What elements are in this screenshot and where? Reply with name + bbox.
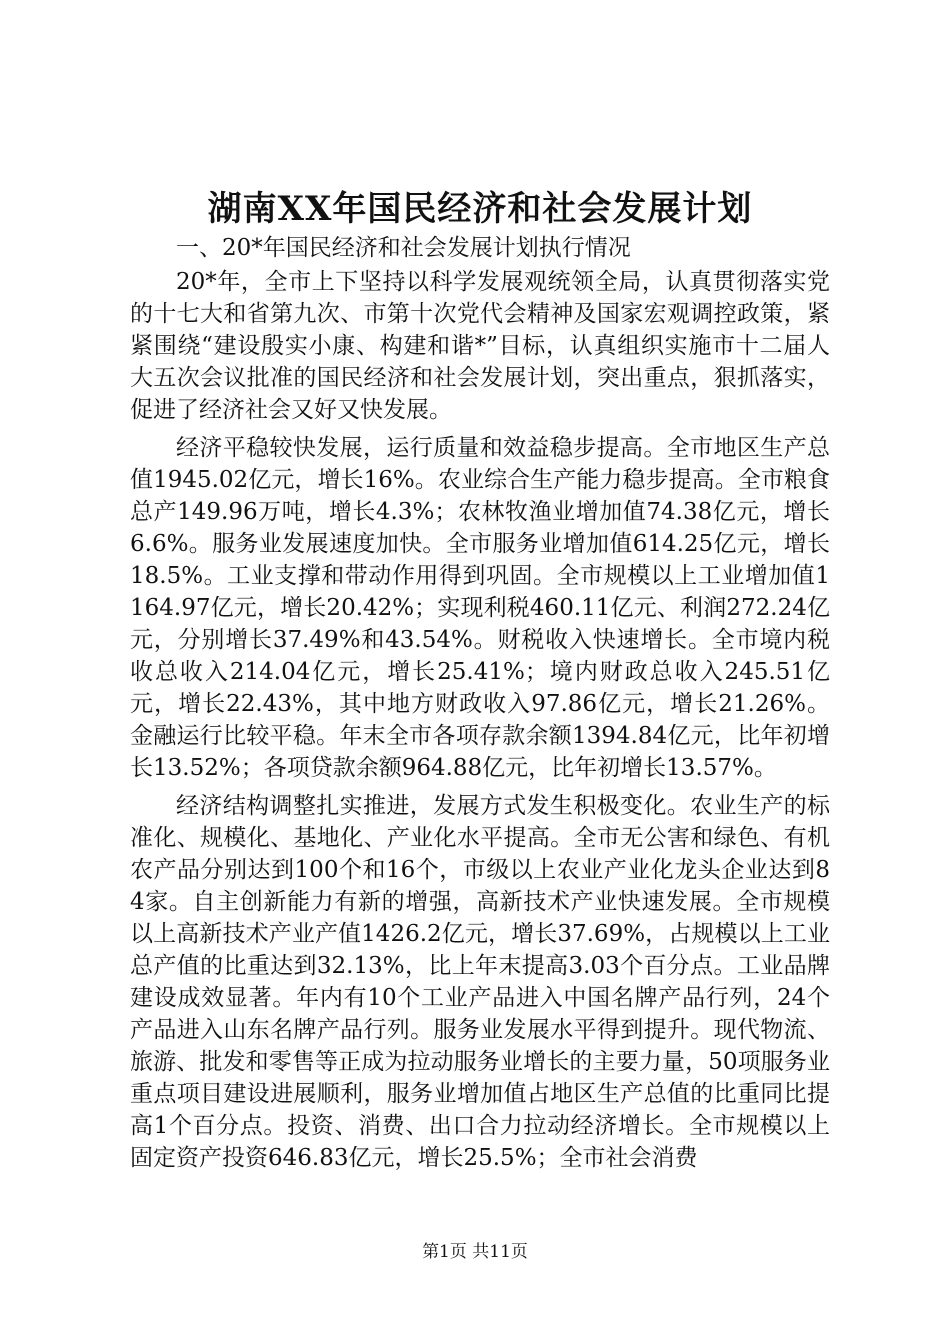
document-body <box>130 232 830 1174</box>
paragraph-intro: 20*年，全市上下坚持以科学发展观统领全局，认真贯彻落实党的十七大和省第九次、市第十次党代会精神及国家宏观调控政策，紧紧围绕“建设殷实小康、构建和谐*”目标，认真组织实施市十二届人大五次会议批准的国民经济和社会发展计划，突出重点，狠抓落实，促进了经济社会又好又快发展。 <box>130 269 830 423</box>
paragraph-economic-growth: 经济平稳较快发展，运行质量和效益稳步提高。全市地区生产总值1945.02亿元，增长16%。农业综合生产能力稳步提高。全市粮食总产149.96万吨，增长4.3%；农林牧渔业增加值74.38亿元，增长6.6%。服务业发展速度加快。全市服务业增加值614.25亿元，增长18.5%。工业支撑和带动作用得到巩固。全市规模以上工业增加值1164.97亿元，增长20.42%；实现利税460.11亿元、利润272.24亿元，分别增长37.49%和43.54%。财税收入快速增长。全市境内税收总收入214.04亿元，增长25.41%；境内财政总收入245.51亿元，增长22.43%，其中地方财政收入97.86亿元，增长21.26%。金融运行比较平稳。年末全市各项存款余额1394.84亿元，比年初增长13.52%；各项贷款余额964.88亿元，比年初增长13.57%。 <box>130 435 830 781</box>
section-heading: 一、20*年国民经济和社会发展计划执行情况 <box>176 235 631 261</box>
paragraph-structural-adjustment: 经济结构调整扎实推进，发展方式发生积极变化。农业生产的标准化、规模化、基地化、产业化水平提高。全市无公害和绿色、有机农产品分别达到100个和16个，市级以上农业产业化龙头企业达到84家。自主创新能力有新的增强，高新技术产业快速发展。全市规模以上高新技术产业产值1426.2亿元，增长37.69%，占规模以上工业总产值的比重达到32.13%，比上年末提高3.03个百分点。工业品牌建设成效显著。年内有10个工业产品进入中国名牌产品行列，24个产品进入山东名牌产品行列。服务业发展水平得到提升。现代物流、旅游、批发和零售等正成为拉动服务业增长的主要力量，50项服务业重点项目建设进展顺利，服务业增加值占地区生产总值的比重同比提高1个百分点。投资、消费、出口合力拉动经济增长。全市规模以上固定资产投资646.83亿元，增长25.5%；全市社会消费 <box>130 793 830 1171</box>
document-title: 湖南XX年国民经济和社会发展计划 <box>207 189 753 229</box>
page-number-footer: 第1页 共11页 <box>422 1242 528 1262</box>
